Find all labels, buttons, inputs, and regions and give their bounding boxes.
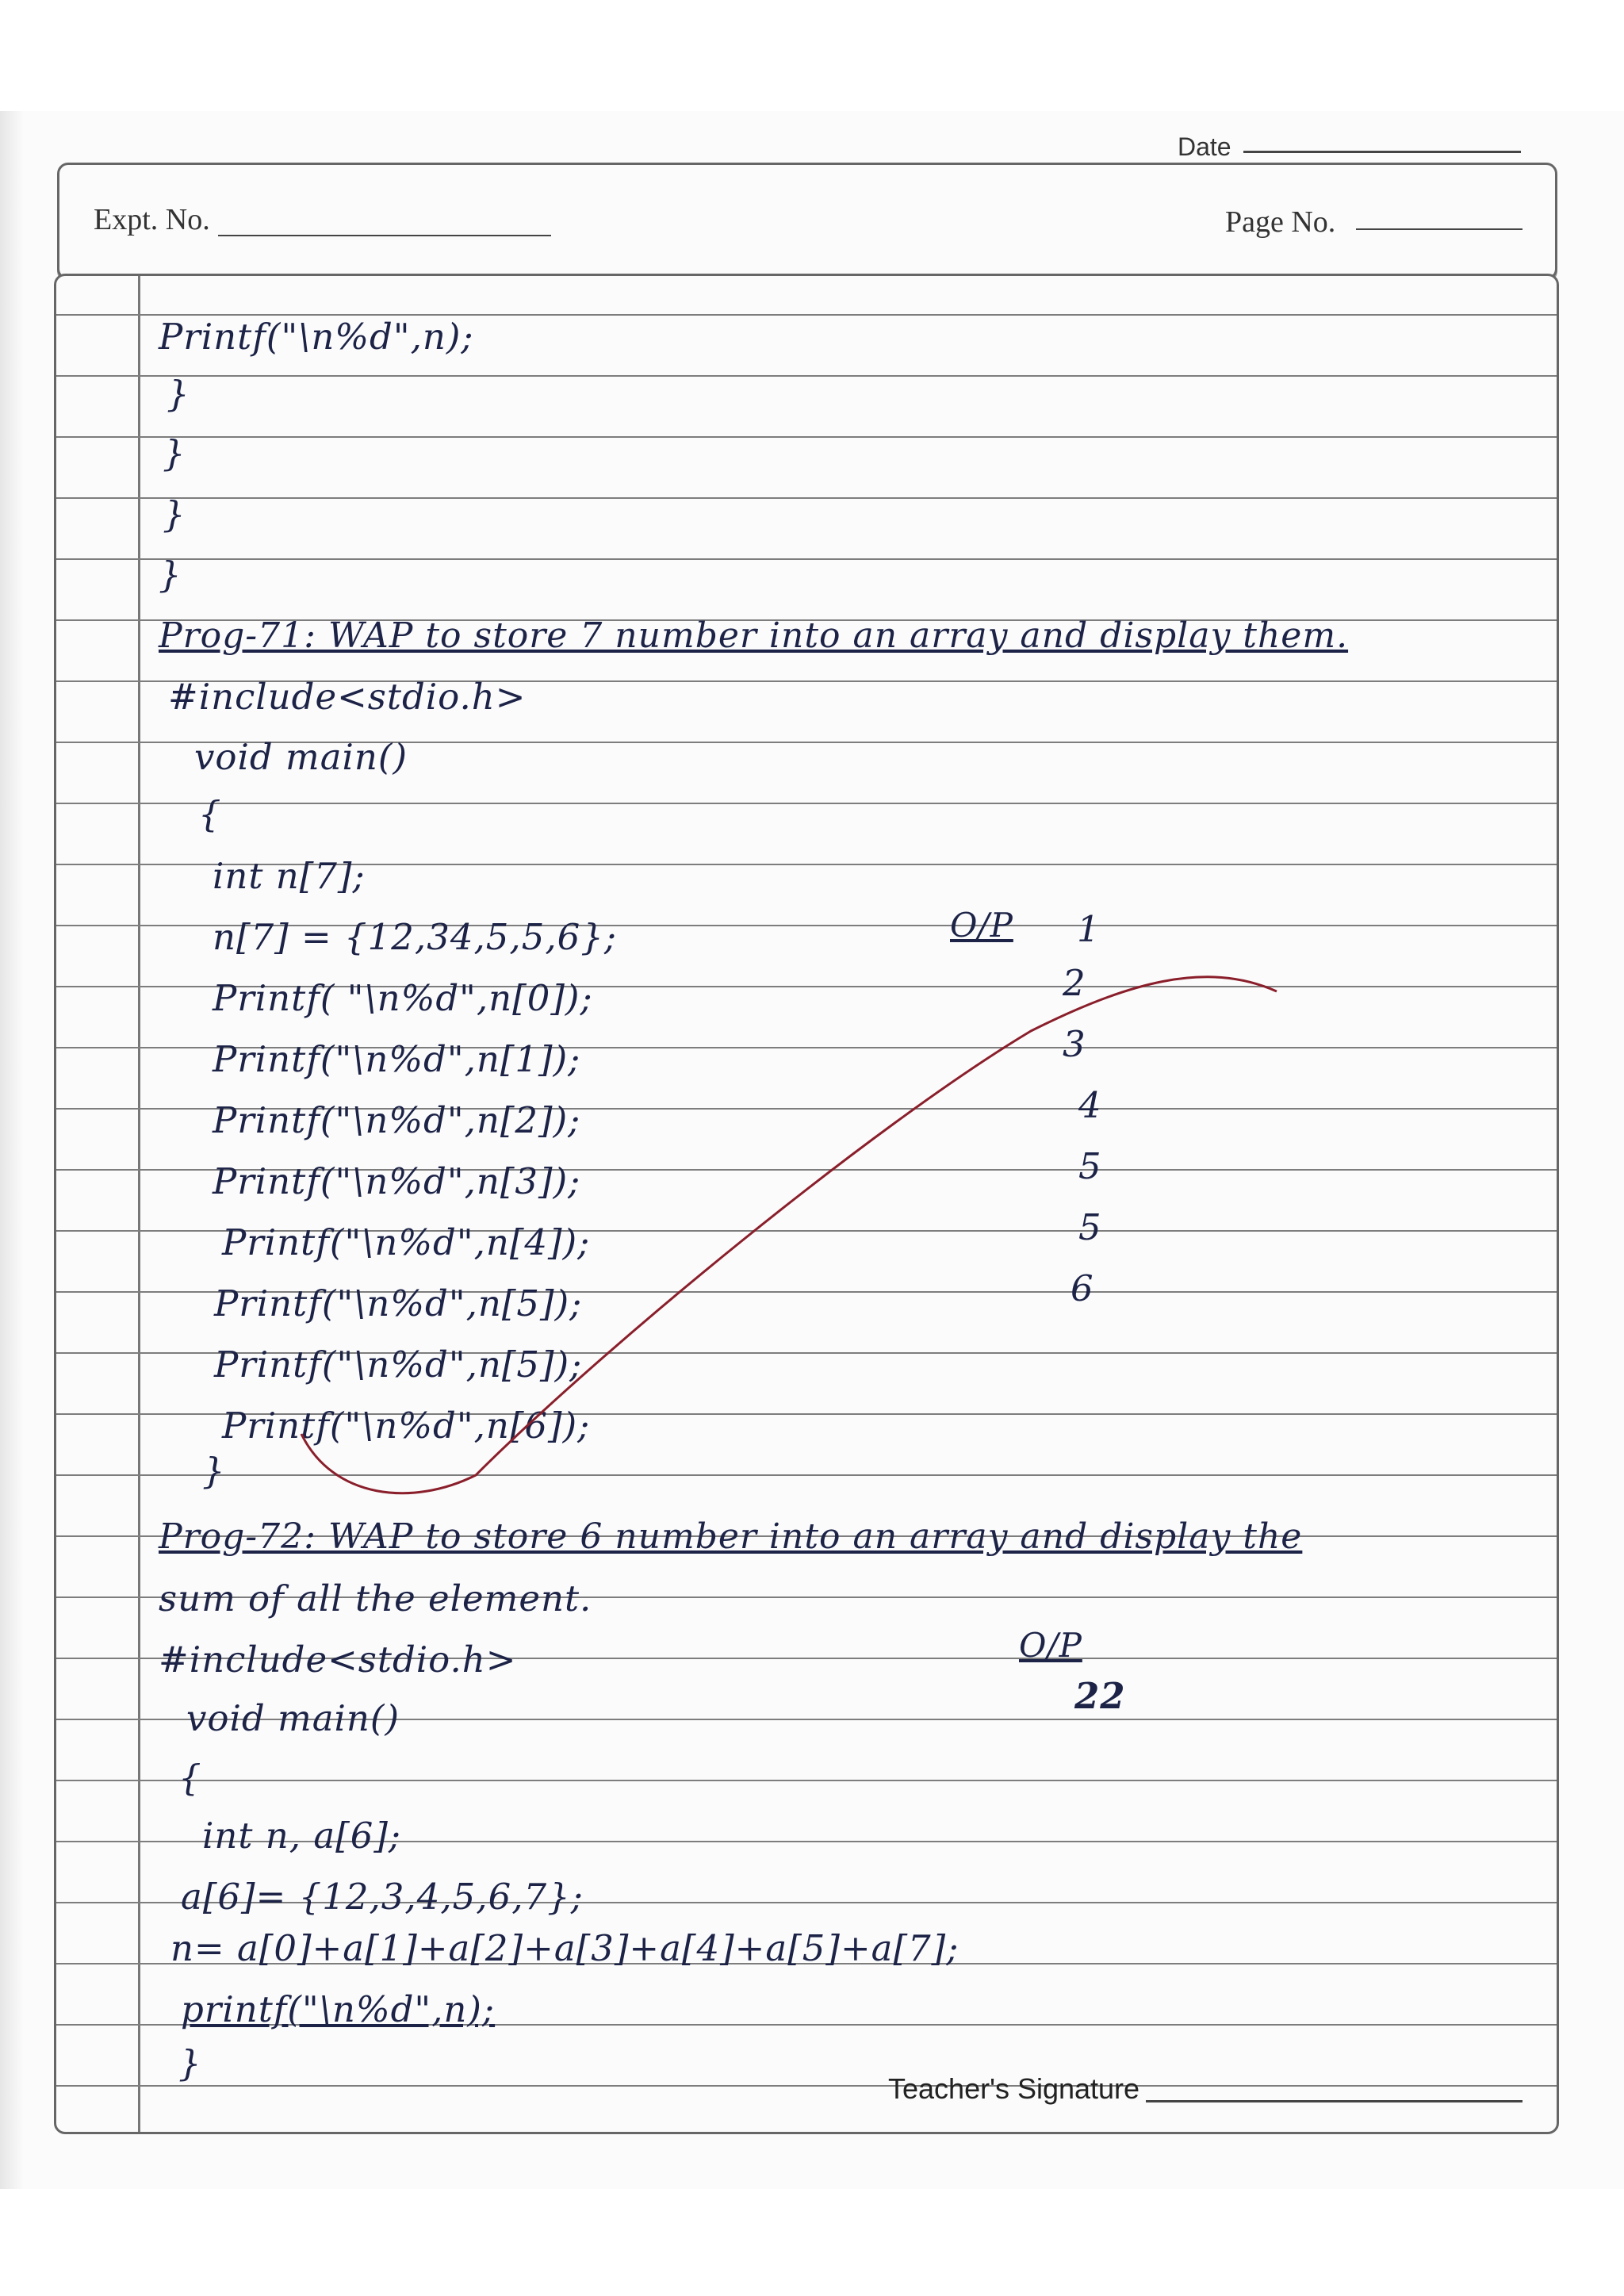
- code-line: n= a[0]+a[1]+a[2]+a[3]+a[4]+a[5]+a[7];: [170, 1927, 959, 1969]
- output-value: 6: [1071, 1267, 1094, 1309]
- output-label: O/P: [950, 906, 1013, 945]
- code-line: Printf("\n%d",n[5]);: [214, 1343, 583, 1386]
- code-line: {: [198, 793, 222, 835]
- code-line: int n[7];: [213, 855, 366, 897]
- output-value: 3: [1063, 1023, 1086, 1065]
- code-line: }: [163, 432, 186, 474]
- code-line: Printf("\n%d",n[5]);: [214, 1282, 583, 1324]
- date-label: Date: [1178, 132, 1231, 161]
- code-line: int n, a[6];: [202, 1815, 402, 1857]
- code-line: printf("\n%d",n);: [181, 1988, 496, 2030]
- output-value: 2: [1063, 962, 1086, 1004]
- code-line: Printf("\n%d",n[2]);: [213, 1099, 581, 1141]
- code-line: }: [202, 1450, 226, 1492]
- code-line: #include<stdio.h>: [168, 676, 527, 718]
- code-line: Printf("\n%d",n[1]);: [213, 1038, 581, 1080]
- code-line: void main(): [194, 736, 408, 778]
- code-line: }: [159, 554, 182, 596]
- output-value: 4: [1078, 1084, 1102, 1126]
- code-line: {: [178, 1757, 202, 1799]
- output-label: O/P: [1019, 1626, 1082, 1665]
- code-line: sum of all the element.: [159, 1577, 592, 1619]
- code-line: }: [178, 2042, 202, 2084]
- expt-no-label: Expt. No.: [94, 203, 210, 236]
- teacher-signature-label: Teacher's Signature: [888, 2072, 1140, 2105]
- teacher-signature-line: [1146, 2100, 1522, 2102]
- output-value: 1: [1077, 908, 1101, 950]
- output-value: 22: [1074, 1675, 1126, 1717]
- program-heading: Prog-71: WAP to store 7 number into an array and display them.: [159, 615, 1349, 656]
- code-line: }: [167, 373, 190, 415]
- code-line: Printf("\n%d",n[3]);: [213, 1160, 581, 1202]
- code-line: n[7] = {12,34,5,5,6};: [213, 916, 618, 958]
- code-line: Printf("\n%d",n[6]);: [222, 1405, 591, 1447]
- output-value: 5: [1078, 1206, 1102, 1248]
- page-no-label: Page No.: [1225, 205, 1336, 239]
- code-line: Printf( "\n%d",n[0]);: [213, 977, 593, 1019]
- code-line: }: [163, 493, 186, 535]
- code-line: #include<stdio.h>: [159, 1639, 517, 1681]
- code-line: a[6]= {12,3,4,5,6,7};: [181, 1876, 584, 1918]
- code-line: Printf("\n%d",n);: [159, 316, 474, 358]
- program-heading: Prog-72: WAP to store 6 number into an array and display the: [159, 1516, 1303, 1557]
- code-line: void main(): [186, 1697, 400, 1739]
- output-value: 5: [1078, 1145, 1102, 1187]
- code-line: Printf("\n%d",n[4]);: [222, 1221, 591, 1263]
